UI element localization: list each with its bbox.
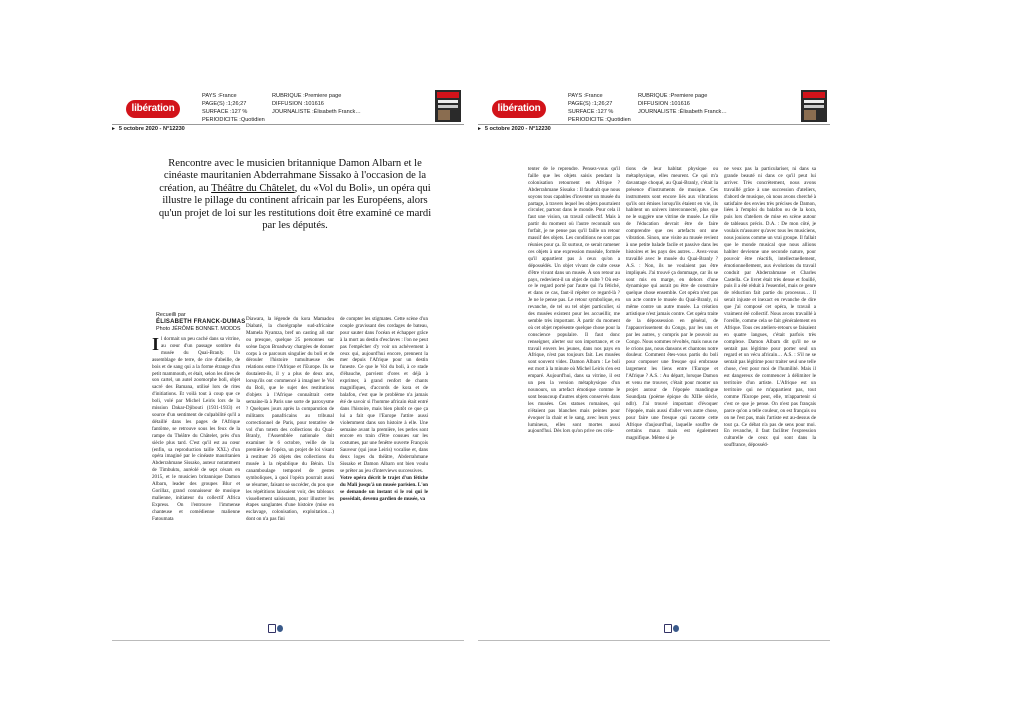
page-footer-icons xyxy=(664,622,684,636)
meta-left xyxy=(568,92,631,124)
article-column-4: tenter de le reprendre. Pensez-vous qu'il faille que les objets saisis pendant la colonisation retournent en Afrique ? Abderrahmane Sissako : Il faudrait que nous soyons tous capables d'inventer un musée du partage, à travers lequel les objets pourraient circuler, partout dans le monde. Pour cela il faut une vision, un travail collectif. Mais à partir du moment où l'autre reconnaît son forfait, je ne pense pas qu'il faille un retour massif des objets. Les conditions ne sont pas réunies pour ça. Et surtout, ce serait ramener ces objets à une expression muséale, formée qu'il appartient pas à ceux qu'on a dépossédés. Un objet vivant de culte cesse d'être vivant dans un musée. À son retour au pays, redevient-il un objet de culte ? Où est-ce le regard porté par l'autre qui l'a fétiché, et dans ce cas, faut-il répéter ce regard-là ? Je ne le pense pas. Le retour symbolique, en revanche, de tel ou tel objet particulier, si des musées existent pour les accueillir, me semble très important. À partir du moment où cet objet représente quelque chose pour la conscience populaire. Il faut donc renseigner, alerter sur son importance, et ce travail envers les jeunes, dans nos pays en Afrique, n'est pas toujours fait. Les musées sont souvent vides. Damon Albarn : Le boli est mort à la minute où Michel Leiris s'en est emparé. Aujourd'hui, dans sa vitrine, il est un peu la version métaphysique d'un nounours, un artefact émotique comme le sont beaucoup d'autres objets conservés dans les musées. Ces statues romaines, qui n'étaient pas blanches mais peintes pour évoquer la chair et le sang, avec leurs yeux lumineux, elles sont mortes aussi aujourd'hui. Dès lors qu'on prive ces créa- xyxy=(528,166,620,435)
press-page-right xyxy=(478,90,830,650)
meta-rubrique: RUBRIQUE :Premiere page xyxy=(272,93,342,99)
meta-pages: PAGE(S) :1;26;27 xyxy=(568,101,613,107)
meta-right xyxy=(272,92,361,116)
press-page-left xyxy=(112,90,464,650)
page-footer-icons xyxy=(268,622,288,636)
theatre-link: Théâtre du Châtelet xyxy=(211,182,295,194)
article-standfirst: Rencontre avec le musicien britannique Damon Albarn et le cinéaste mauritanien Abderrahmane Sissako à l'occasion de la création, au Théâtre du Châtelet, du «Vol du Boli», un opéra qui illustre le pillage du continent africain par les Européens, alors qu'un projet de loi sur les restitutions doit être examiné ce mardi par les députés. xyxy=(158,158,432,232)
stamp-icon xyxy=(277,625,283,632)
photo-credit: Photo JÉRÔME BONNET. MODDS xyxy=(156,326,241,332)
bottom-rule xyxy=(478,640,830,641)
article-column-5: tions de leur habitat physique ou métaphysique, elles meurent. Ce qui m'a davantage choqué, au Quai-Branly, c'était la présence d'instruments de musique. Ces instruments sont encore liés aux vibrations qu'ils ont émises lorsqu'ils étaient en vie, ils habitent un univers interconnecté, plus que ne le suggère une vitrine de musée. Le rôle de l'éducation devrait être de faire comprendre que ces artefacts ont une vibration. Sinon, une visite au musée revient à une petite balade facile et passive dans les histoires et les pays des autres… Avez-vous travaillé avec le musée du Quai-Branly ? A.S. : Non, ils ne voulaient pas être impliqués. J'ai trouvé ça dommage, car ils se sont mis en marge, en dehors d'une dynamique qui aurait pu être de construire quelque chose ensemble. Cet opéra n'est pas un acte contre le musée du Quai-Branly, ni même contre un autre musée. La création artistique n'est jamais contre. Cet opéra traite de la dépossession en général, de l'appauvrissement du Congo, par les uns et par les autres, y compris par le pouvoir au Congo. Nous sommes révoltés, mais nous ne le crions pas, nous dansons et chantons notre douleur. Comment êtes-vous partis du boli pour composer une fresque qui embrasse largement les liens entre l'Europe et l'Afrique ? A.S. : Au départ, lorsque Damon et venu me trouver, c'était pour monter un projet autour de l'épopée mandingue Soundjata (poème épique du XIIIe siècle, ndlr). J'ai trouvé important d'évoquer l'épopée, mais aussi d'aller vers autre chose, pour faire une fresque qui raconte cette Afrique d'aujourd'hui, laquelle souffre de certains maux mais est également magnifique. Même si je xyxy=(626,166,718,442)
meta-diffusion: DIFFUSION :101616 xyxy=(638,101,690,107)
credit-label: Recueilli par xyxy=(156,312,186,318)
dateline: ▸ 5 octobre 2020 - N°12230 xyxy=(112,124,464,134)
meta-pays: PAYS :France xyxy=(568,93,603,99)
front-page-thumbnail xyxy=(435,90,461,122)
front-page-thumbnail xyxy=(801,90,827,122)
meta-diffusion: DIFFUSION :101616 xyxy=(272,101,324,107)
meta-pays: PAYS :France xyxy=(202,93,237,99)
article-column-6: ne veux pas la particulariser, ni dans sa grande beauté ni dans ce qu'il peut lui arriver. Très concrètement, nous avons travaillé grâce à une succession d'ateliers, d'abord de musique, où nous avons cherché à satisfaire des envies très précises de Damon, liées à l'emploi du balafon ou de la kora, puis lors d'ateliers de mise en scène autour de tableaux précis. D.A. : De mon côté, je voulais m'assurer qu'avec tous les musiciens, nous jouions comme un vrai groupe. Il fallait que le monde musical que nous allions habiter devienne une seconde nature, pour pouvoir être réactifs, intellectuellement, émotionnellement, aux évolutions du travail conduit par Abderrahmane et Charles Castella. Ce livret était très dense et fouillé, puis il a été réduit à l'essentiel, mais ce genre de réduction fait partie du processus… Il serait injuste et inexact en revanche de dire que j'ai composé cet opéra, le travail a vraiment été collectif. Nous avons travaillé à l'oreille, comme cela se fait généralement en Afrique. Tous ces ateliers-retours se faisaient en quatre langues, c'était parfois très complexe. Damon Albarn dit qu'il ne se sentait pas légitime pour porter seul un regard et un vécu africain… A.S. : S'il ne se sentait pas légitime pour traiter seul une telle chose, c'est pour moi de l'humilité. Mais il est dangereux de commencer à délimiter le territoire d'un artiste. L'Afrique est un territoire qui ne m'appartient pas, tout comme l'Europe peut, elle, m'appartenir si c'est ce que je pense. On n'est pas français parce qu'on a telle couleur, on est français ou on ne l'est pas, mais l'artiste est au-dessus de tout ça. Ce débat n'a pas de sens pour moi. En revanche, il faut faciliter l'expression culturelle de ceux qui sont dans la souffrance, déposséd- xyxy=(724,166,817,449)
liberation-logo: libération xyxy=(492,100,546,118)
meta-pages: PAGE(S) :1;26;27 xyxy=(202,101,247,107)
question-bold: Votre opéra décrit le trajet d'un fétiche du Mali jusqu'à un musée parisien. L'on se demande un instant si le roi qui le possédait, devenu gardien de musée, va xyxy=(340,474,428,502)
document-icon xyxy=(664,624,672,633)
document-icon xyxy=(268,624,276,633)
page-header xyxy=(478,90,830,130)
meta-surface: SURFACE :127 % xyxy=(202,109,248,115)
meta-surface: SURFACE :127 % xyxy=(568,109,614,115)
bottom-rule xyxy=(112,640,464,641)
liberation-logo: libération xyxy=(126,100,180,118)
drop-cap: I xyxy=(152,334,160,354)
meta-journaliste: JOURNALISTE :Élisabeth Franck… xyxy=(638,109,727,115)
article-column-3: de compter les stigmates. Cette scène d'un couple gravissant des cordages de bateau, pour sauter dans l'océan et échapper grâce à la mort au destin d'esclaves : l'on ne peut pas l'empêcher d'y voir un achèvement à ceux qui, aujourd'hui encore, prennent la mer depuis l'Afrique pour un destin funeste. Ce que le Vol du boli, à ce stade d'ébauche, parvient d'ores et déjà à exprimer, à grand renfort de chants magnifiques, d'accords de kora et de balafon, c'est que le problème n'a jamais été de savoir si l'homme africain était entré dans l'histoire, mais bien plutôt ce que ça lui a fait que l'Europe l'attire aussi violemment dans son histoire à elle. Une semaine avant la première, les perles sont encore en train d'être cousues sur les costumes, par une fenêtre ouverte François Sauveur (qui joue Leiris) vocalise et, dans deux loges du théâtre, Abderrahmane Sissako et Damon Albarn ont bien voulu se prêter au jeu d'interviews successives. Votre opéra décrit le trajet d'un fétiche du Mali jusqu'à un musée parisien. L'on se demande un instant si le roi qui le possédait, devenu gardien de musée, va xyxy=(340,316,428,502)
meta-journaliste: JOURNALISTE :Élisabeth Franck… xyxy=(272,109,361,115)
article-column-1: Il dormait un peu caché dans sa vitrine, au cœur d'un passage sombre du musée du Quai-Branly. Un assemblage de terre, de cire d'abeille, de bois et de sang qui a la forme étrange d'un petit mammouth, et était, selon les dires de son cartel, un autel zoomorphe boli, objet sacré des Bamana, utilisé lors de rites d'initiations. Et voilà tout à coup que ce boli, volé par Michel Leiris lors de la mission Dakar-Djibouti (1931-1933) et source d'un sentiment de culpabilité qu'il a détaillé dans les pages de l'Afrique fantôme, se retrouve sous les feux de la rampe du Théâtre du Châtelet, près d'un siècle plus tard. C'est qu'il est au cœur (enfin, sa reproduction taille XXL) d'un opéra imaginé par le cinéaste mauritanien Abderrahmane Sissako, auteur notamment de Timbuktu, auréolé de sept césars en 2015, et le musicien britannique Damon Albarn, leader des groupes Blur et Gorillaz, grand connaisseur de musique malienne, initiateur du collectif Africa Express. On l'entrouve l'immense chanteuse et comédienne malienne Fatoumata xyxy=(152,334,240,522)
meta-periodicite: PERIODICITE :Quotidien xyxy=(202,117,265,123)
meta-periodicite: PERIODICITE :Quotidien xyxy=(568,117,631,123)
page-header xyxy=(112,90,464,130)
dateline: ▸ 5 octobre 2020 - N°12230 xyxy=(478,124,830,134)
stamp-icon xyxy=(673,625,679,632)
meta-left xyxy=(202,92,265,124)
meta-rubrique: RUBRIQUE :Premiere page xyxy=(638,93,708,99)
author-name: ÉLISABETH FRANCK-DUMAS xyxy=(156,319,246,325)
article-column-2: Diawara, la légende du kora Mamadou Diabaté, la chorégraphe sud-africaine Mamela Nyamza, bref un casting all star ou presque, quelque 25 personnes sur scène façon Broadway chargées de donner corps à ce parcours singulier du boli et de dérouler l'histoire tumultueuse des relations entre l'Afrique et l'Europe. Ils se doutaient-ils, il y a plus de deux ans, lorsqu'ils ont commencé à imaginer le Vol du Boli, que le sujet des restitutions d'objets à l'Afrique connaîtrait cette semaine-là à Paris une sorte de paroxysme ? Quelques jours après la comparution de militants panafricains au tribunal correctionnel de Paris, pour tentative de vol d'un totem des collections du Quai-Branly, l'Assemblée nationale doit examiner le 6 octobre, veille de la première de l'opéra, un projet de loi visant à restituer 26 objets des collections du musée à la république du Bénin. Un canamboulage temporel de gestes symboliques, à quoi l'opéra pourrait aussi se résumer, faisant se succéder, du pou que les répétitions laissaient voir, des tableaux visuellement saisissants, pour illustrer les étapes sanglantes d'une histoire (mise en esclavage, colonisation, exploitation…) dont on n'a pas fini xyxy=(246,316,334,523)
meta-right xyxy=(638,92,727,116)
